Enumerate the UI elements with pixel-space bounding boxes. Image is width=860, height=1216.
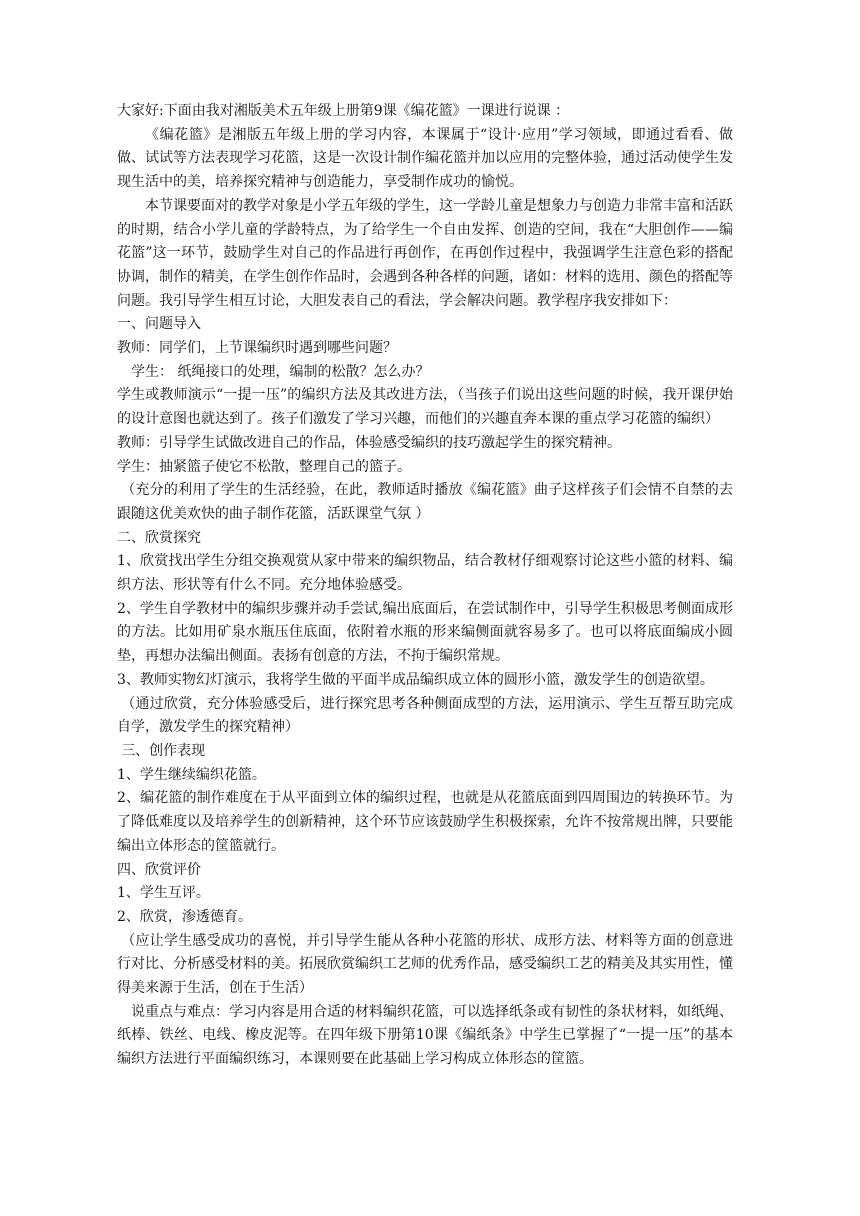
intro-line: 大家好:下面由我对湘版美术五年级上册第9课《编花篮》一课进行说课 ： [117,103,570,119]
demo-paragraph: 学生或教师演示“一提一压”的编织方法及其改进方法，（当孩子们说出这些问题的时候，我开课伊始的设计意图也就达到了。孩子们激发了学习兴趣，而他们的兴趣直奔本课的重点学习花篮的编织） [117,387,733,428]
teacher-line: 教师：引导学生试做改进自己的作品，体验感受编织的技巧激起学生的探究精神。 [117,434,621,451]
teacher-line: 教师：同学们，上节课编织时遇到哪些问题？ [117,340,397,357]
list-item: 1、欣赏找出学生分组交换观赏从家中带来的编织物品，结合教材仔细观察讨论这些小篮的材料、编织方法、形状等有什么不同。充分地体验感受。 [117,553,733,594]
section-heading: 一、问题导入 [117,316,201,333]
student-line: 学生：抽紧篮子使它不松散，整理自己的篮子。 [117,458,411,475]
list-item: 2、学生自学教材中的编织步骤并动手尝试,编出底面后，在尝试制作中，引导学生积极思考侧面成形的方法。比如用矿泉水瓶压住底面，依附着水瓶的形来编侧面就容易多了。也可以将底面编成小圆垫，再想办法编出侧面。表扬有创意的方法，不拘于编织常规。 [117,600,733,665]
note-paragraph: （通过欣赏，充分体验感受后，进行探究思考各种侧面成型的方法，运用演示、学生互帮互助完成自学，激发学生的探究精神） [117,695,733,736]
note-paragraph: （充分的利用了学生的生活经验，在此，教师适时播放《编花篮》曲子这样孩子们会情不自禁的去跟随这优美欢快的曲子制作花篮，活跃课堂气氛 ） [117,482,733,522]
list-item: 1、学生继续编织花篮。 [117,766,266,783]
note-paragraph: （应让学生感受成功的喜悦，并引导学生能从各种小花篮的形状、成形方法、材料等方面的创意进行对比、分析感受材料的美。拓展欣赏编织工艺师的优秀作品，感受编织工艺的精美及其实用性，懂得美来源于生活，创在于生活） [117,932,733,997]
list-item: 3、教师实物幻灯演示，我将学生做的平面半成品编织成立体的圆形小篮，激发学生的创造欲望。 [117,671,714,688]
closing-paragraph: 说重点与难点：学习内容是用合适的材料编织花篮，可以选择纸条或有韧性的条状材料，如纸绳、纸棒、铁丝、电线、橡皮泥等。在四年级下册第10课《编纸条》中学生已掌握了“一提一压”的基本编织方法进行平面编织练习，本课则要在此基础上学习构成立体形态的筐篮。 [117,1003,733,1068]
list-item: 1、学生互评。 [117,885,210,902]
paragraph-overview: 《编花篮》是湘版五年级上册的学习内容，本课属于“设计·应用”学习领域，即通过看看、做做、试试等方法表现学习花篮，这是一次设计制作编花篮并加以应用的完整体验，通过活动使学生发现生活中的美，培养探究精神与创造能力，享受制作成功的愉悦。 [117,126,733,191]
list-item: 2、编花篮的制作难度在于从平面到立体的编织过程，也就是从花篮底面到四周围边的转换环节。为了降低难度以及培养学生的创新精神，这个环节应该鼓励学生积极探索，允许不按常规出牌，只要能编出立体形态的筐篮就行。 [117,790,733,854]
student-line: 学生： 纸绳接口的处理，编制的松散？怎么办？ [131,363,430,380]
section-heading: 三、创作表现 [121,742,206,759]
document-body [117,100,733,1072]
paragraph-audience: 本节课要面对的教学对象是小学五年级的学生，这一学龄儿童是想象力与创造力非常丰富和活跃的时期，结合小学儿童的学龄特点，为了给学生一个自由发挥、创造的空间，我在“大胆创作——编花篮”这一环节，鼓励学生对自己的作品进行再创作，在再创作过程中，我强调学生注意色彩的搭配协调，制作的精美，在学生创作作品时，会遇到各种各样的问题，诸如：材料的选用、颜色的搭配等问题。我引导学生相互讨论，大胆发表自己的看法，学会解决问题。教学程序我安排如下： [117,197,733,309]
list-item: 2、欣赏，渗透德育。 [117,908,252,925]
section-heading: 四、欣赏评价 [117,861,201,878]
section-heading: 二、欣赏探究 [117,529,201,546]
